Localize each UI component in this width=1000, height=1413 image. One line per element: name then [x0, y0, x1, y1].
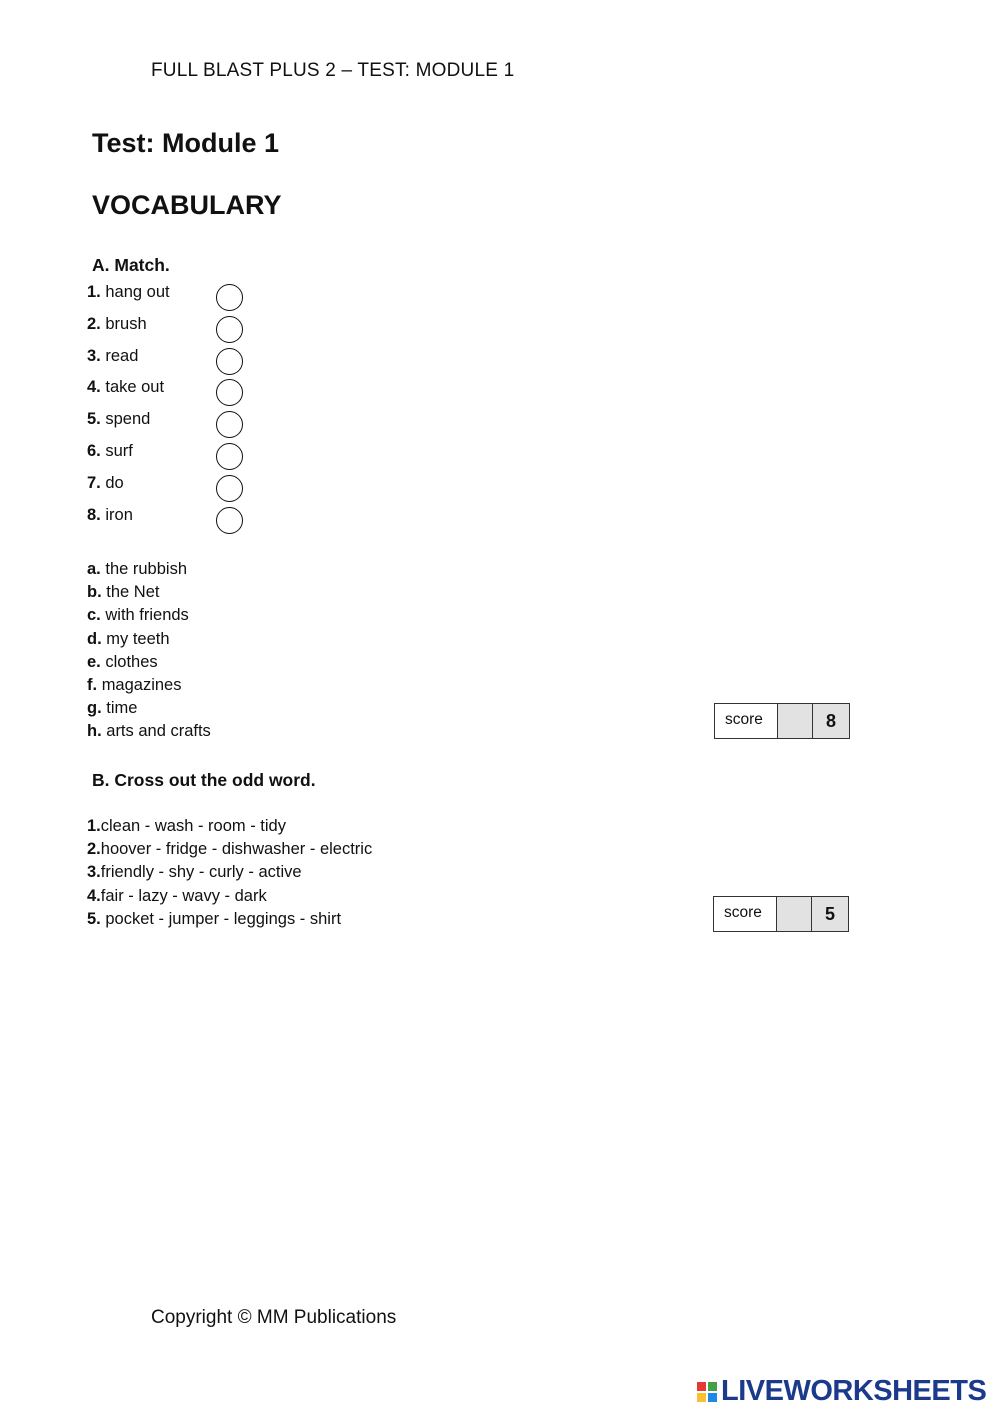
item-text[interactable]: clean - wash - room - tidy — [100, 817, 286, 835]
match-item — [87, 315, 257, 347]
score-input[interactable] — [776, 897, 811, 931]
item-text: brush — [105, 314, 147, 333]
option-letter: e. — [87, 652, 101, 671]
score-label: score — [725, 711, 763, 728]
option-item — [87, 560, 211, 583]
match-item — [87, 283, 257, 315]
match-item — [87, 442, 257, 474]
answer-circle[interactable] — [216, 475, 243, 502]
option-text: time — [106, 699, 138, 718]
match-item — [87, 378, 257, 410]
item-number: 2. — [87, 840, 101, 859]
match-item — [87, 474, 257, 506]
option-item — [87, 583, 211, 606]
option-text: with friends — [105, 606, 189, 625]
score-input[interactable] — [777, 704, 812, 738]
item-text: do — [105, 473, 124, 492]
item-number: 3. — [87, 863, 101, 882]
option-text: the rubbish — [105, 560, 187, 578]
page-title: Test: Module 1 — [92, 128, 280, 158]
item-number: 3. — [87, 346, 101, 365]
option-letter: g. — [87, 699, 102, 718]
answer-circle[interactable] — [216, 443, 243, 470]
odd-word-item — [87, 840, 372, 863]
option-letter: b. — [87, 583, 102, 602]
option-letter: c. — [87, 606, 101, 625]
option-item — [87, 699, 211, 722]
item-number: 2. — [87, 314, 101, 333]
option-letter: f. — [87, 675, 98, 694]
answer-circle[interactable] — [216, 411, 243, 438]
option-text: clothes — [105, 652, 158, 671]
item-number: 5. — [87, 909, 101, 928]
score-box-b — [713, 896, 849, 932]
answer-circle[interactable] — [216, 284, 243, 311]
answer-circle[interactable] — [216, 379, 243, 406]
item-text: surf — [105, 441, 133, 460]
odd-word-item — [87, 863, 372, 886]
item-number: 5. — [87, 410, 101, 429]
item-text[interactable]: friendly - shy - curly - active — [100, 863, 302, 882]
score-label: score — [724, 904, 762, 921]
match-item — [87, 347, 257, 379]
odd-word-item — [87, 910, 372, 933]
option-list — [87, 560, 211, 746]
odd-word-item — [87, 887, 372, 910]
page-header: FULL BLAST PLUS 2 – TEST: MODULE 1 — [151, 60, 515, 81]
item-number: 6. — [87, 441, 101, 460]
item-number: 8. — [87, 505, 101, 524]
section-title: VOCABULARY — [92, 190, 282, 220]
score-total: 8 — [812, 704, 849, 738]
odd-word-list — [87, 817, 372, 933]
match-item — [87, 410, 257, 442]
match-list — [87, 283, 257, 537]
option-letter: d. — [87, 629, 102, 648]
score-box-a — [714, 703, 850, 739]
item-number: 7. — [87, 473, 101, 492]
option-text: arts and crafts — [106, 722, 211, 741]
item-text: spend — [105, 410, 151, 429]
item-text: take out — [105, 378, 165, 397]
option-item — [87, 606, 211, 629]
part-b-heading: B. Cross out the odd word. — [92, 770, 316, 790]
option-letter: h. — [87, 722, 102, 741]
option-text: magazines — [101, 675, 182, 694]
item-number: 4. — [87, 886, 101, 905]
option-text: my teeth — [106, 629, 170, 648]
option-letter: a. — [87, 560, 101, 578]
copyright-text: Copyright © MM Publications — [151, 1307, 397, 1328]
match-item — [87, 506, 257, 538]
item-number: 1. — [87, 283, 101, 301]
option-item — [87, 630, 211, 653]
item-number: 4. — [87, 378, 101, 397]
item-text[interactable]: fair - lazy - wavy - dark — [100, 886, 267, 905]
item-text[interactable]: hoover - fridge - dishwasher - electric — [100, 840, 373, 859]
item-text: iron — [105, 505, 133, 524]
option-item — [87, 676, 211, 699]
logo-icon — [697, 1382, 717, 1402]
item-text: read — [105, 346, 139, 365]
score-total: 5 — [811, 897, 848, 931]
option-item — [87, 722, 211, 745]
option-text: the Net — [106, 583, 160, 602]
part-a-heading: A. Match. — [92, 255, 170, 275]
item-text[interactable]: pocket - jumper - leggings - shirt — [100, 909, 342, 928]
answer-circle[interactable] — [216, 507, 243, 534]
option-item — [87, 653, 211, 676]
liveworksheets-logo[interactable] — [697, 1375, 986, 1408]
item-number: 1. — [87, 817, 101, 835]
answer-circle[interactable] — [216, 316, 243, 343]
item-text: hang out — [105, 283, 170, 301]
odd-word-item — [87, 817, 372, 840]
answer-circle[interactable] — [216, 348, 243, 375]
brand-name: LIVEWORKSHEETS — [721, 1375, 987, 1407]
